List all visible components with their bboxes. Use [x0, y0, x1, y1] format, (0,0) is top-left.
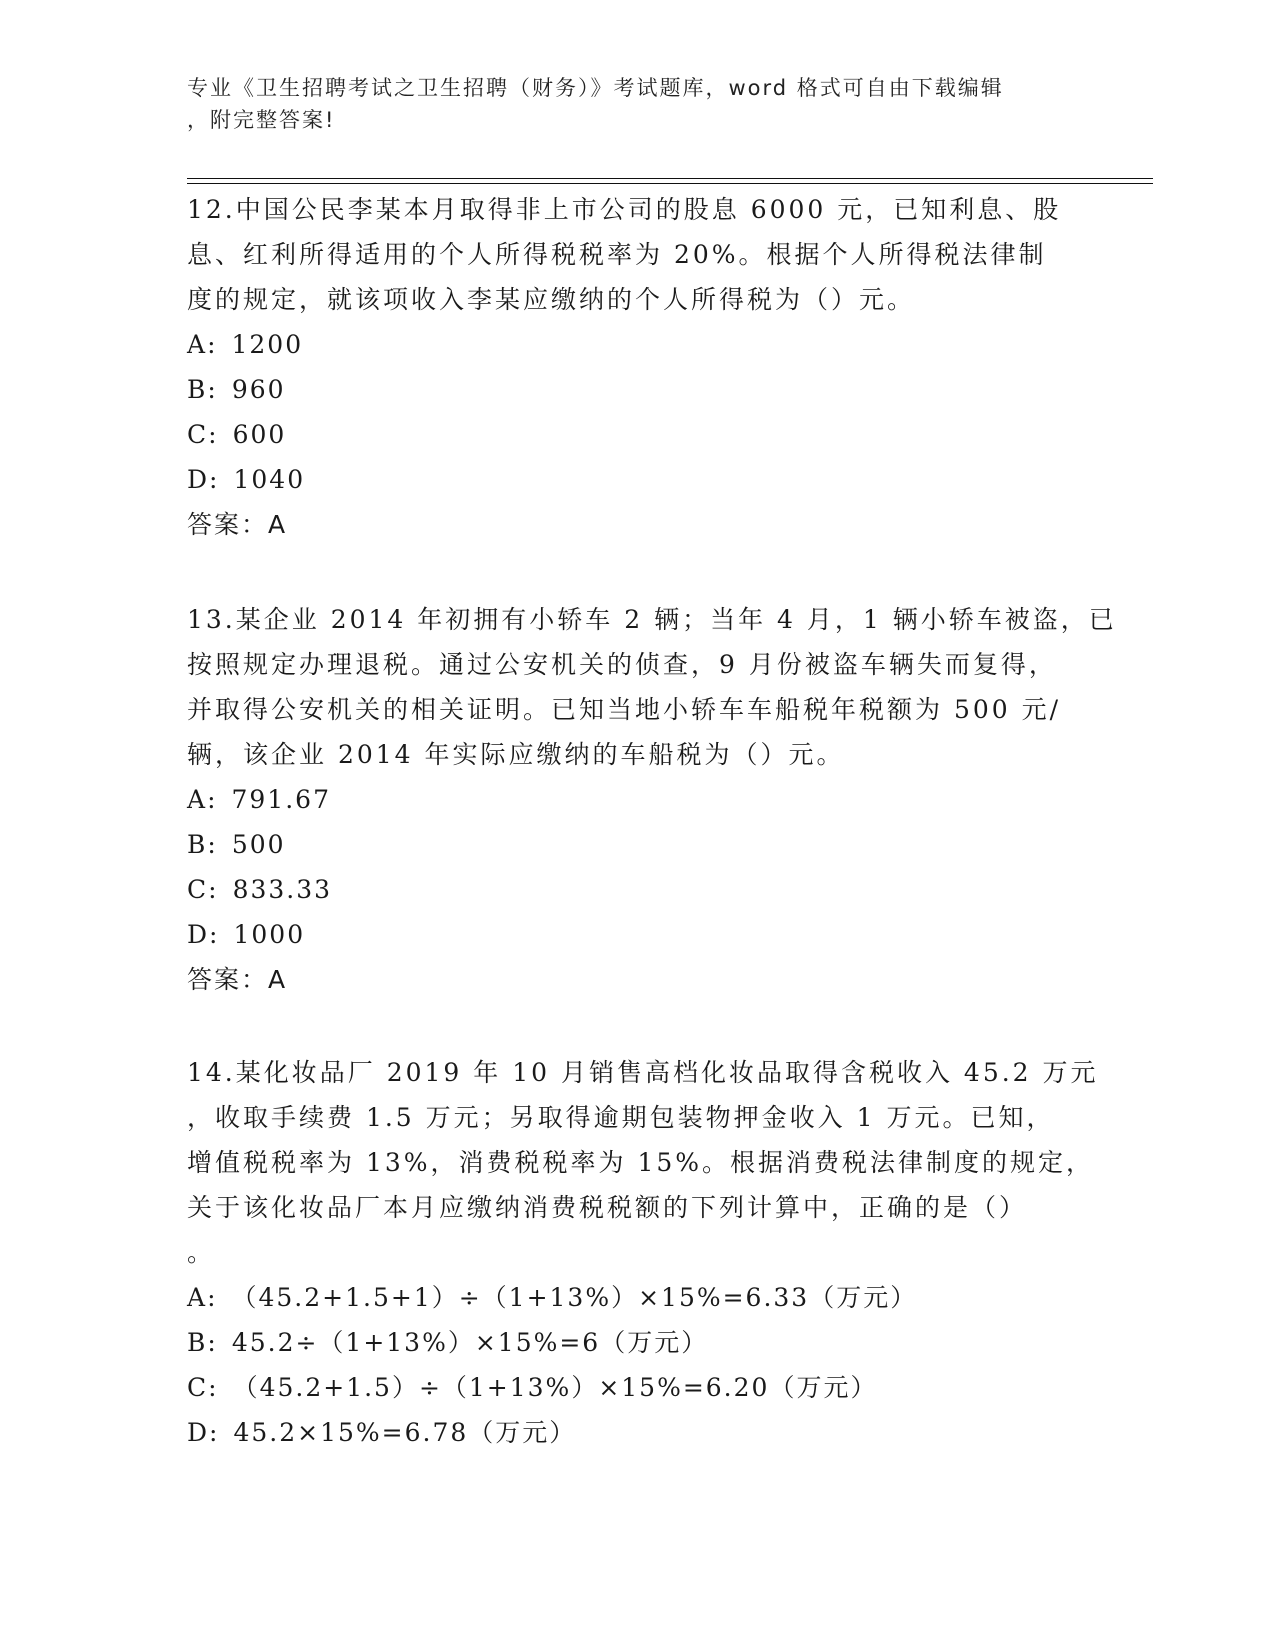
question-stem — [187, 1050, 1099, 1275]
option-separator: : — [207, 830, 218, 859]
option-c — [187, 1365, 1087, 1410]
option-key: B — [187, 375, 208, 404]
option-b — [187, 1320, 1087, 1365]
stem-line: 按照规定办理退税。通过公安机关的侦查，9 月份被盗车辆失而复得， — [187, 650, 1057, 679]
option-key: B — [187, 830, 208, 859]
question-stem — [187, 597, 1117, 777]
stem-line: 辆，该企业 2014 年实际应缴纳的车船税为（）元。 — [187, 740, 845, 769]
option-key: D — [187, 920, 210, 949]
question-13 — [187, 597, 1117, 1002]
stem-line: 息、红利所得适用的个人所得税税率为 20%。根据个人所得税法律制 — [187, 240, 1047, 269]
question-12 — [187, 187, 1087, 547]
option-text: 791.67 — [231, 785, 331, 814]
stem-line: 。 — [187, 1238, 216, 1267]
header-divider-top — [187, 178, 1153, 179]
option-separator: : — [208, 420, 219, 449]
option-key: A — [187, 785, 208, 814]
option-separator: : — [207, 1283, 218, 1312]
stem-line: 度的规定，就该项收入李某应缴纳的个人所得税为（）元。 — [187, 285, 916, 314]
option-text: 45.2×15%=6.78（万元） — [233, 1418, 577, 1447]
option-text: 1000 — [233, 920, 306, 949]
option-separator: : — [209, 920, 220, 949]
option-separator: : — [208, 875, 219, 904]
option-key: D — [187, 1418, 210, 1447]
option-key: C — [187, 875, 209, 904]
option-d — [187, 912, 1087, 957]
option-separator: : — [207, 330, 218, 359]
option-text: 833.33 — [232, 875, 333, 904]
option-text: 1200 — [231, 330, 304, 359]
option-key: B — [187, 1328, 208, 1357]
option-c — [187, 867, 1087, 912]
option-separator: : — [209, 1418, 220, 1447]
option-key: D — [187, 465, 210, 494]
option-key: A — [187, 1283, 208, 1312]
stem-line: ，收取手续费 1.5 万元；另取得逾期包装物押金收入 1 万元。已知， — [187, 1103, 1055, 1132]
option-a — [187, 1275, 1087, 1320]
option-separator: : — [207, 375, 218, 404]
option-separator: : — [209, 465, 220, 494]
option-a — [187, 777, 1087, 822]
option-b — [187, 822, 1087, 867]
option-key: A — [187, 330, 208, 359]
option-a — [187, 322, 1087, 367]
option-text: （45.2+1.5+1）÷（1+13%）×15%=6.33（万元） — [231, 1283, 918, 1312]
stem-line: 关于该化妆品厂本月应缴纳消费税税额的下列计算中，正确的是（） — [187, 1193, 1028, 1222]
option-b — [187, 367, 1087, 412]
stem-line: 并取得公安机关的相关证明。已知当地小轿车车船税年税额为 500 元/ — [187, 695, 1062, 724]
stem-line: 增值税税率为 13%，消费税税率为 15%。根据消费税法律制度的规定， — [187, 1148, 1095, 1177]
option-d — [187, 457, 1087, 502]
option-c — [187, 412, 1087, 457]
option-text: （45.2+1.5）÷（1+13%）×15%=6.20（万元） — [232, 1373, 878, 1402]
stem-line: 14.某化妆品厂 2019 年 10 月销售高档化妆品取得含税收入 45.2 万元 — [187, 1058, 1099, 1087]
option-separator: : — [207, 1328, 218, 1357]
option-text: 45.2÷（1+13%）×15%=6（万元） — [231, 1328, 709, 1357]
option-key: C — [187, 420, 209, 449]
option-d — [187, 1410, 1087, 1455]
option-text: 960 — [231, 375, 286, 404]
answer-label: 答案：A — [187, 510, 288, 539]
header-line-1: 专业《卫生招聘考试之卫生招聘（财务）》考试题库，word 格式可自由下载编辑 — [187, 76, 1004, 100]
option-key: C — [187, 1373, 209, 1402]
header-line-2: ，附完整答案! — [187, 108, 336, 132]
option-separator: : — [208, 1373, 219, 1402]
question-stem — [187, 187, 1087, 322]
stem-line: 12.中国公民李某本月取得非上市公司的股息 6000 元，已知利息、股 — [187, 195, 1062, 224]
answer-label: 答案：A — [187, 965, 288, 994]
option-text: 500 — [231, 830, 286, 859]
option-separator: : — [207, 785, 218, 814]
option-text: 600 — [232, 420, 287, 449]
header-divider-bottom — [187, 183, 1153, 184]
option-text: 1040 — [233, 465, 306, 494]
question-14 — [187, 1050, 1099, 1455]
document-header — [187, 72, 1067, 136]
stem-line: 13.某企业 2014 年初拥有小轿车 2 辆；当年 4 月，1 辆小轿车被盗，已 — [187, 605, 1117, 634]
